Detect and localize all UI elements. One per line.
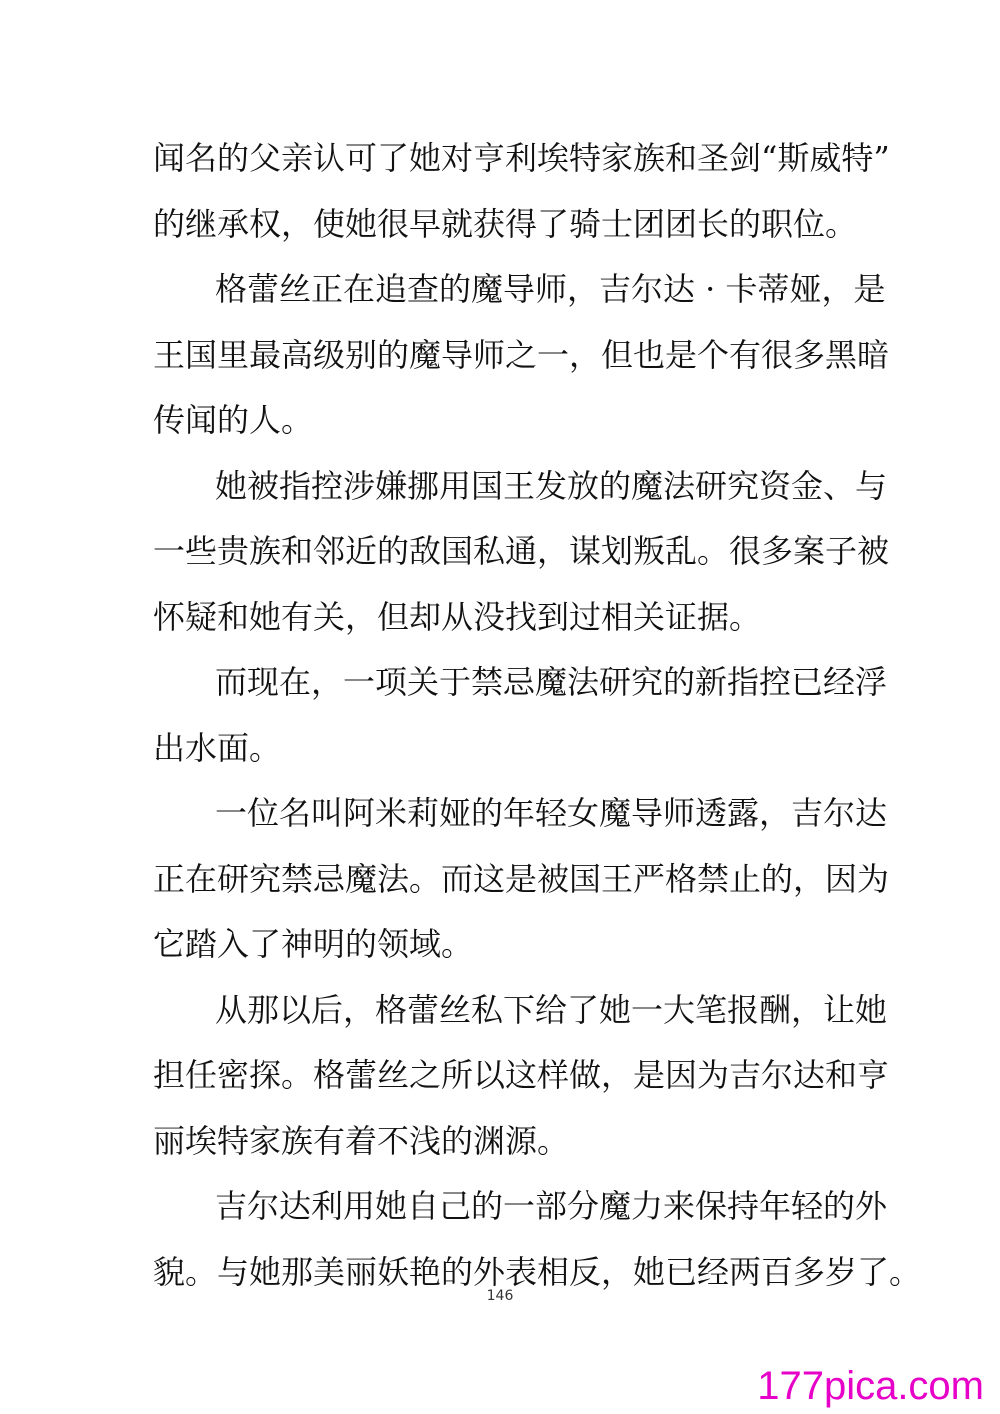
text-line: 出水面。 — [153, 728, 282, 767]
paragraph-start-line: 一位名叫阿米莉娅的年轻女魔导师透露，吉尔达 — [215, 794, 888, 832]
paragraph-start-line: 她被指控涉嫌挪用国王发放的魔法研究资金、与 — [215, 466, 888, 505]
text-line: 丽埃特家族有着不浅的渊源。 — [153, 1121, 570, 1160]
text-body — [153, 126, 922, 1305]
paragraph-start-line: 而现在，一项关于禁忌魔法研究的新指控已经浮 — [215, 663, 888, 701]
paragraph-start-line: 从那以后，格蕾丝私下给了她一大笔报酬，让她 — [215, 990, 888, 1029]
paragraph-start-line: 吉尔达利用她自己的一部分魔力来保持年轻的外 — [215, 1187, 888, 1225]
page-number: 146 — [486, 1288, 514, 1304]
paragraph-start-line: 格蕾丝正在追查的魔导师，吉尔达 · 卡蒂娅，是 — [215, 270, 886, 308]
text-line: 一些贵族和邻近的敌国私通，谋划叛乱。很多案子被 — [153, 532, 890, 570]
text-line: 担任密探。格蕾丝之所以这样做，是因为吉尔达和亨 — [153, 1056, 890, 1094]
text-line: 正在研究禁忌魔法。而这是被国王严格禁止的，因为 — [153, 859, 890, 898]
watermark-link[interactable]: 177pica.com — [757, 1364, 984, 1408]
text-line: 王国里最高级别的魔导师之一，但也是个有很多黑暗 — [153, 335, 890, 374]
text-line: 它踏入了神明的领域。 — [153, 925, 474, 963]
text-line: 怀疑和她有关，但却从没找到过相关证据。 — [153, 597, 762, 636]
text-line: 传闻的人。 — [153, 401, 314, 439]
text-line: 闻名的父亲认可了她对亨利埃特家族和圣剑“斯威特” — [153, 139, 890, 177]
text-line: 的继承权，使她很早就获得了骑士团团长的职位。 — [153, 204, 858, 243]
text-line: 貌。与她那美丽妖艳的外表相反，她已经两百多岁了。 — [153, 1252, 922, 1291]
